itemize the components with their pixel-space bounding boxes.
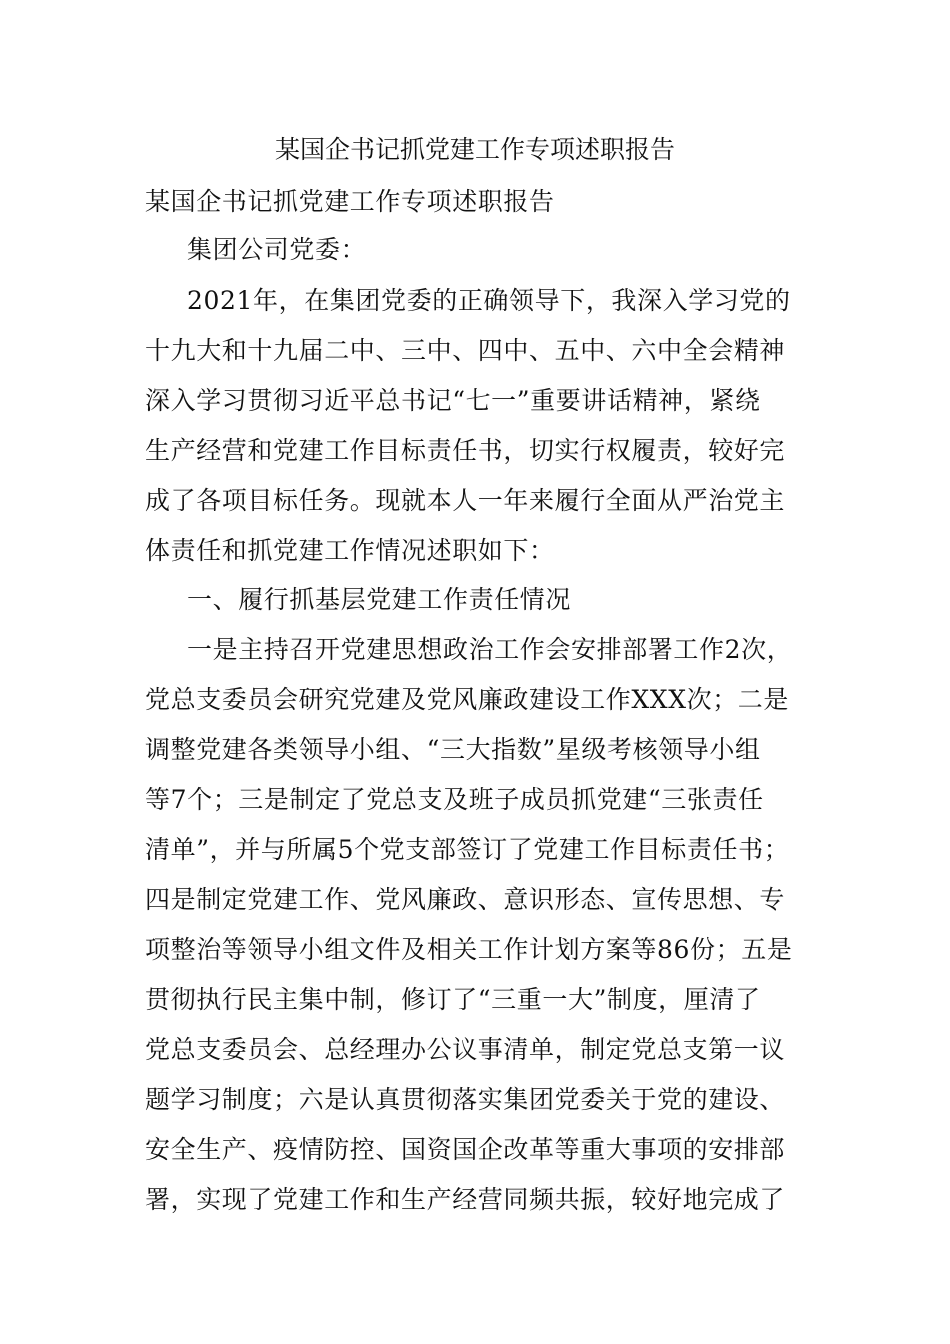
paragraph-line: 体责任和抓党建工作情况述职如下： [145,536,555,565]
paragraph-line: 调整党建各类领导小组、“三大指数”星级考核领导小组 [145,735,761,764]
paragraph-line: 四是制定党建工作、党风廉政、意识形态、宣传思想、专 [145,885,786,914]
paragraph-line: 贯彻执行民主集中制，修订了“三重一大”制度，厘清了 [145,985,761,1014]
paragraph-line: 题学习制度；六是认真贯彻落实集团党委关于党的建设、 [145,1085,786,1114]
paragraph-line: 清单”，并与所属5个党支部签订了党建工作目标责任书； [145,835,790,864]
document-subtitle: 某国企书记抓党建工作专项述职报告 [145,187,555,216]
paragraph-line: 安全生产、疫情防控、国资国企改革等重大事项的安排部 [145,1135,786,1164]
section-heading: 一、履行抓基层党建工作责任情况 [187,585,572,614]
paragraph-line: 署，实现了党建工作和生产经营同频共振，较好地完成了 [145,1185,786,1214]
paragraph-line: 深入学习贯彻习近平总书记“七一”重要讲话精神，紧绕 [145,386,761,415]
paragraph-line: 2021年，在集团党委的正确领导下，我深入学习党的 [187,286,791,315]
paragraph-line: 项整治等领导小组文件及相关工作计划方案等86份；五是 [145,935,793,964]
document-title: 某国企书记抓党建工作专项述职报告 [274,135,675,164]
paragraph-line: 一是主持召开党建思想政治工作会安排部署工作2次， [187,635,793,664]
paragraph-line: 党总支委员会、总经理办公议事清单，制定党总支第一议 [145,1035,786,1064]
salutation: 集团公司党委： [187,235,367,264]
paragraph-line: 党总支委员会研究党建及党风廉政建设工作XXX次；二是 [145,685,789,714]
paragraph-line: 十九大和十九届二中、三中、四中、五中、六中全会精神 [145,336,786,365]
paragraph-line: 成了各项目标任务。现就本人一年来履行全面从严治党主 [145,486,786,515]
paragraph-line: 等7个；三是制定了党总支及班子成员抓党建“三张责任 [145,785,764,814]
paragraph-line: 生产经营和党建工作目标责任书，切实行权履责，较好完 [145,436,786,465]
